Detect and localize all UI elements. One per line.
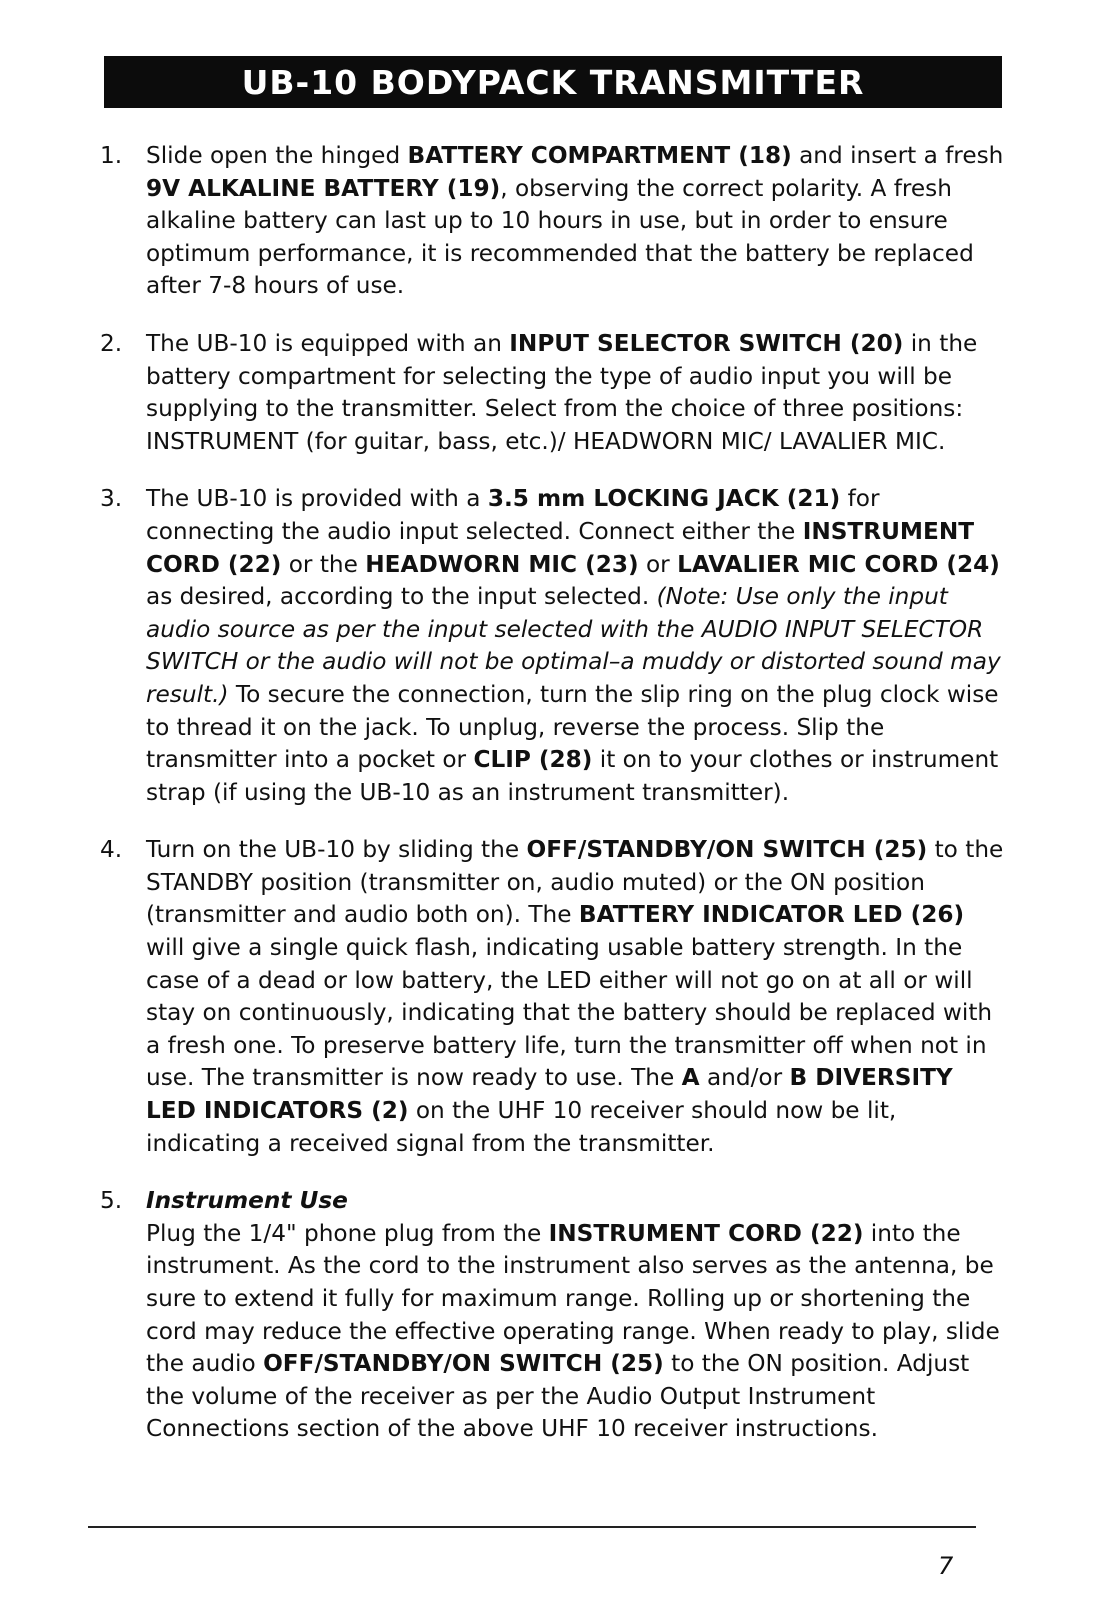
bold-term: CLIP (28) (473, 746, 593, 774)
text-run: in the battery compartment for selecting the type of audio input you will be supplying to the transmitter. Select from the choice of three positions: INSTRUMENT (for guitar, bass, etc.)/ HEADWORN MIC/ LAVALIER MIC. (146, 329, 978, 455)
step-number: 5. (100, 1187, 123, 1215)
bold-term: A (681, 1064, 700, 1092)
bold-term: HEADWORN MIC (23) (365, 550, 639, 578)
bold-term: BATTERY INDICATOR LED (26) (578, 901, 965, 929)
text-run: to the ON position. Adjust the volume of the receiver as per the Audio Output Instrument Connections section of the above UHF 10 receiver instructions. (146, 1350, 970, 1443)
step-text (146, 140, 1005, 303)
instruction-step (100, 834, 1005, 1160)
page-title: UB-10 BODYPACK TRANSMITTER (104, 56, 1002, 108)
instruction-step (100, 483, 1005, 809)
text-run: on the UHF 10 receiver should now be lit, indicating a received signal from the transmitter. (146, 1097, 897, 1157)
step-body (146, 140, 1005, 303)
bold-term: 3.5 mm LOCKING JACK (21) (487, 485, 841, 513)
step-text (146, 328, 1005, 458)
bold-term: 9V ALKALINE BATTERY (19) (146, 174, 501, 202)
text-run: Slide open the hinged (146, 142, 408, 169)
bold-term: INSTRUMENT CORD (22) (548, 1219, 864, 1247)
bold-term: INSTRUMENT CORD (22) (146, 517, 975, 578)
step-text (146, 834, 1005, 1160)
text-run: Plug the 1/4" phone plug from the (146, 1219, 549, 1247)
text-run: The UB-10 is provided with a (146, 485, 488, 513)
text-run: , observing the correct polarity. A fresh alkaline battery can last up to 10 hours in use, but in order to ensure optimum performance, it is recommended that the battery be replaced after 7-8 hours of use. (146, 174, 974, 300)
step-heading: Instrument Use (146, 1187, 348, 1215)
step-body (146, 483, 1005, 809)
page-number: 7 (938, 1552, 954, 1580)
text-run: To secure the connection, turn the slip ring on the plug clock wise to thread it on the jack. To unplug, reverse the process. Slip the transmitter into a pocket or (146, 680, 999, 774)
instruction-step (100, 328, 1005, 458)
bold-term: BATTERY COMPARTMENT (18) (407, 142, 792, 169)
text-run: and/or (699, 1064, 790, 1092)
text-run: to the STANDBY position (transmitter on, audio muted) or the ON position (transmitter and audio both on). The (146, 836, 1004, 929)
text-run: it on to your clothes or instrument strap (if using the UB-10 as an instrument transmitter). (146, 746, 999, 806)
text-run: The UB-10 is equipped with an (146, 329, 510, 357)
step-number: 4. (100, 836, 123, 864)
bold-term: LAVALIER MIC CORD (24) (677, 550, 1000, 578)
step-body (146, 328, 1005, 458)
step-text (146, 1218, 1005, 1446)
instruction-list (100, 140, 1005, 1471)
text-run: into the instrument. As the cord to the instrument also serves as the antenna, be sure to extend it fully for maximum range. Rolling up or shortening the cord may reduce the effective operating range. When ready to play, slide the audio (146, 1219, 1000, 1378)
bold-term: OFF/STANDBY/ON SWITCH (25) (526, 836, 928, 864)
text-run: for connecting the audio input selected. Connect either the (146, 485, 880, 545)
step-number: 2. (100, 329, 123, 357)
bold-term: INPUT SELECTOR SWITCH (20) (509, 329, 904, 357)
instruction-step (100, 140, 1005, 303)
text-run: as desired, according to the input selected. (146, 583, 657, 611)
text-run: will give a single quick flash, indicating usable battery strength. In the case of a dead or low battery, the LED either will not go on at all or will stay on continuously, indicating that the battery should be replaced with a fresh one. To preserve battery life, turn the transmitter off when not in use. The transmitter is now ready to use. The (146, 934, 993, 1092)
step-body (146, 834, 1005, 1160)
bold-term: B DIVERSITY LED INDICATORS (2) (146, 1064, 953, 1125)
text-run: or (638, 550, 678, 578)
step-body (146, 1185, 1005, 1446)
instruction-step (100, 1185, 1005, 1446)
text-run: and insert a fresh (791, 142, 1004, 169)
text-run: Turn on the UB-10 by sliding the (146, 836, 527, 864)
text-run: or the (281, 550, 366, 578)
step-number: 3. (100, 485, 123, 513)
bold-term: OFF/STANDBY/ON SWITCH (25) (263, 1350, 664, 1378)
step-number: 1. (100, 142, 123, 169)
italic-note: (Note: Use only the input audio source as per the input selected with the AUDIO INPUT SELECTOR SWITCH or the audio will not be optimal–a muddy or distorted sound may result.) (146, 583, 1001, 708)
footer-divider (88, 1526, 976, 1528)
step-text (146, 483, 1005, 809)
